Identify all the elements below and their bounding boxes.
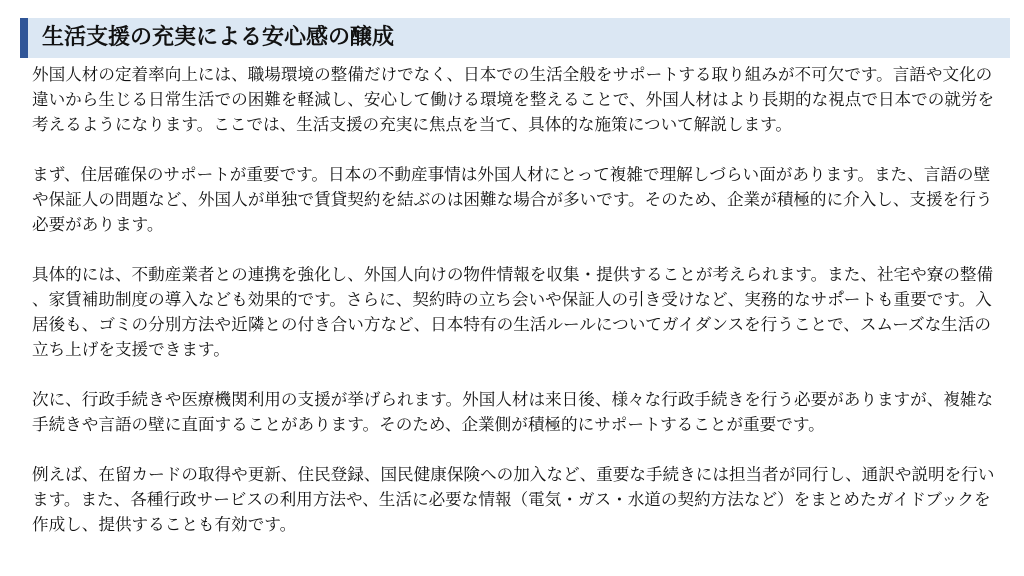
paragraph-housing-support: まず、住居確保のサポートが重要です。日本の不動産事情は外国人材にとって複雑で理解しづらい面があります。また、言語の壁や保証人の問題など、外国人が単独で賃貸契約を結ぶのは困難な場合が多いです。そのため、企業が積極的に介入し、支援を行う必要があります。 <box>32 165 993 234</box>
paragraph-administrative-examples: 例えば、在留カードの取得や更新、住民登録、国民健康保険への加入など、重要な手続きには担当者が同行し、通訳や説明を行います。また、各種行政サービスの利用方法や、生活に必要な情報（電気・ガス・水道の契約方法など）をまとめたガイドブックを作成し、提供することも有効です。 <box>32 465 995 534</box>
slide-title: 生活支援の充実による安心感の醸成 <box>42 25 395 50</box>
slide-body <box>32 62 1000 537</box>
paragraph-administrative-support: 次に、行政手続きや医療機関利用の支援が挙げられます。外国人材は来日後、様々な行政手続きを行う必要がありますが、複雑な手続きや言語の壁に直面することがあります。そのため、企業側が積極的にサポートすることが重要です。 <box>32 390 994 434</box>
paragraph-intro: 外国人材の定着率向上には、職場環境の整備だけでなく、日本での生活全般をサポートする取り組みが不可欠です。言語や文化の違いから生じる日常生活での困難を軽減し、安心して働ける環境を整えることで、外国人材はより長期的な視点で日本での就労を考えるようになります。ここでは、生活支援の充実に焦点を当て、具体的な施策について解説します。 <box>32 65 995 134</box>
paragraph-housing-measures: 具体的には、不動産業者との連携を強化し、外国人向けの物件情報を収集・提供することが考えられます。また、社宅や寮の整備、家賃補助制度の導入なども効果的です。さらに、契約時の立ち会いや保証人の引き受けなど、実務的なサポ゚ートも重要です。入居後も、ゴミの分別方法や近隣との付き合い方など、日本特有の生活ルールについてガイダンスを行うことで、スムーズな生活の立ち上げを支援できます。 <box>32 265 994 359</box>
title-bar <box>20 18 1010 58</box>
